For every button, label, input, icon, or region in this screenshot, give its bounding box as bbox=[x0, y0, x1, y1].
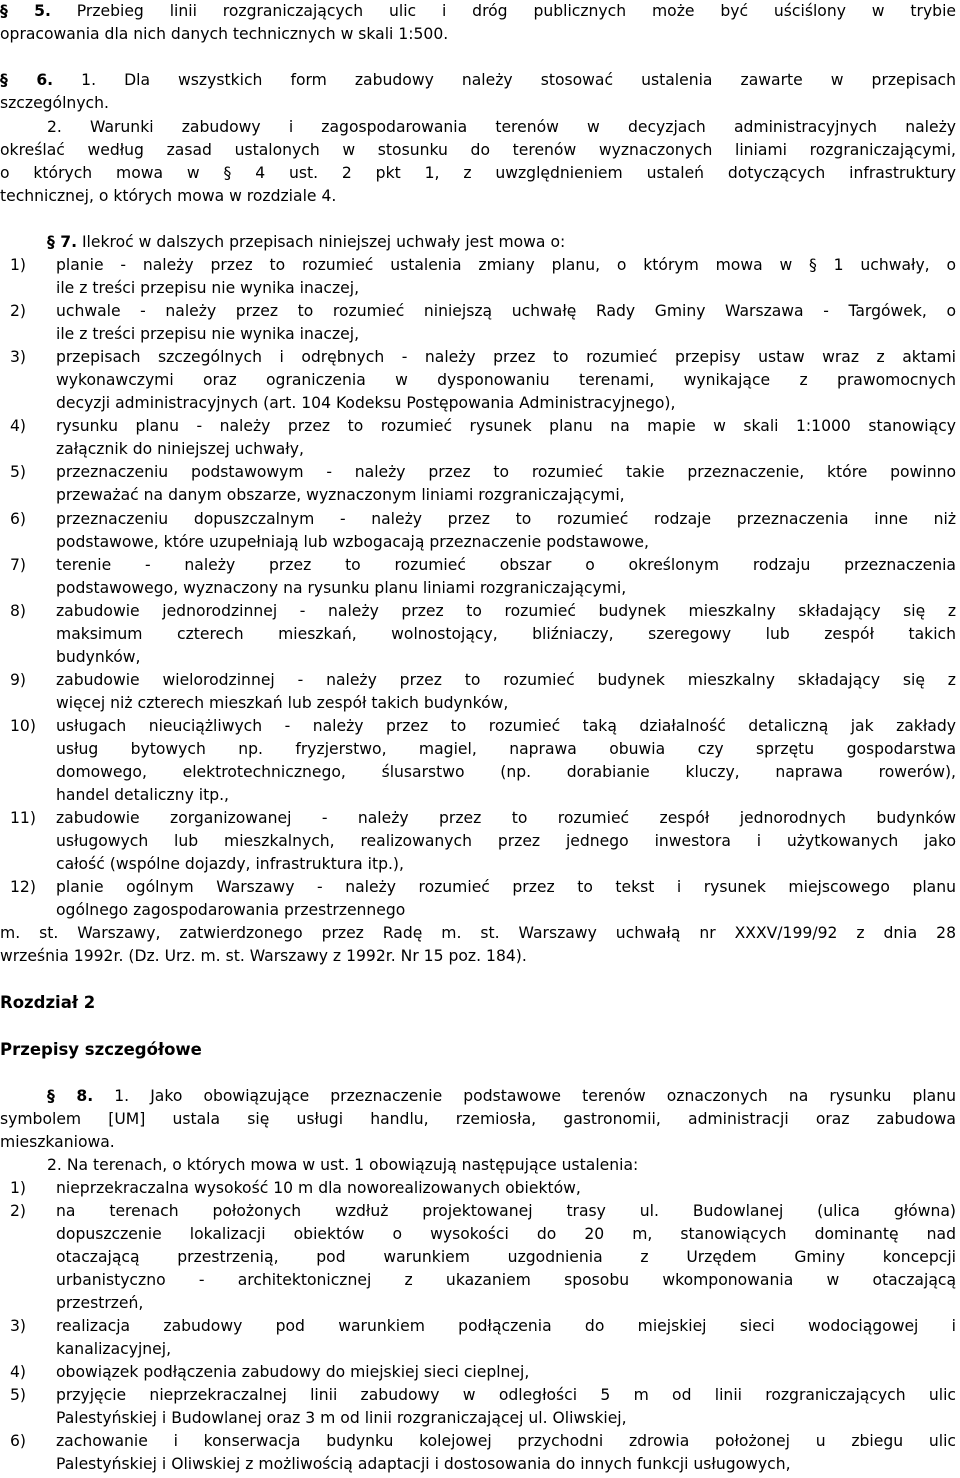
list-item-line: dopuszczenie lokalizacji obiektów o wysokości do 20 m, stanowiących dominantę nad bbox=[56, 1225, 956, 1243]
chapter-heading: Rozdział 2 bbox=[0, 993, 96, 1012]
list-item-line: przeznaczeniu podstawowym - należy przez to rozumieć takie przeznaczenie, które powinno bbox=[56, 463, 956, 481]
list-item-line: urbanistyczno - architektonicznej z ukazaniem sposobu wkomponowania w otaczającą bbox=[56, 1271, 956, 1289]
list-item-line: kanalizacyjnej, bbox=[56, 1340, 172, 1358]
list-item-line: załącznik do niniejszej uchwały, bbox=[56, 440, 304, 458]
list-number: 8) bbox=[10, 602, 27, 620]
list-item-line: maksimum czterech mieszkań, wolnostojący, bliźniaczy, szeregowy lub zespół takich bbox=[56, 625, 956, 643]
list-item-line: decyzji administracyjnych (art. 104 Kodeksu Postępowania Administracyjnego), bbox=[56, 394, 676, 412]
list-item-line: usługach nieuciążliwych - należy przez to rozumieć taką działalność detaliczną jak zakłady bbox=[56, 717, 956, 735]
list-item-line: otaczającą przestrzenią, pod warunkiem uzgodnienia z Urzędem Gminy koncepcji bbox=[56, 1248, 956, 1266]
paragraph-7-tail-line-2: września 1992r. (Dz. Urz. m. st. Warszawy z 1992r. Nr 15 poz. 184). bbox=[0, 947, 527, 965]
list-item-line: uchwale - należy przez to rozumieć niniejszą uchwałę Rady Gminy Warszawa - Targówek, o bbox=[56, 302, 956, 320]
list-number: 6) bbox=[10, 1432, 27, 1450]
paragraph-8-line-1: § 8. 1. Jako obowiązujące przeznaczenie podstawowe terenów oznaczonych na rysunku planu bbox=[47, 1087, 957, 1105]
paragraph-8-line-2: symbolem [UM] ustala się usługi handlu, rzemiosła, gastronomii, administracji oraz zabudowa bbox=[0, 1110, 956, 1128]
list-number: 7) bbox=[10, 556, 27, 574]
paragraph-7-intro: § 7. Ilekroć w dalszych przepisach niniejszej uchwały jest mowa o: bbox=[47, 233, 566, 251]
list-item-line: przestrzeń, bbox=[56, 1294, 144, 1312]
list-item-line: zabudowie wielorodzinnej - należy przez to rozumieć budynek mieszkalny składający się z bbox=[56, 671, 956, 689]
list-item-line: wykonawczymi oraz ograniczenia w dysponowaniu terenami, wynikające z prawomocnych bbox=[56, 371, 956, 389]
list-item-line: zabudowie jednorodzinnej - należy przez to rozumieć budynek mieszkalny składający się z bbox=[56, 602, 956, 620]
list-number: 12) bbox=[10, 878, 36, 896]
list-item-line: ogólnego zagospodarowania przestrzennego bbox=[56, 901, 406, 919]
list-item-line: na terenach położonych wzdłuż projektowanej trasy ul. Budowlanej (ulica główna) bbox=[56, 1202, 956, 1220]
section-number: § 7. bbox=[47, 233, 77, 251]
list-item-line: domowego, elektrotechnicznego, ślusarstwo (np. dorabianie kluczy, naprawa rowerów), bbox=[56, 763, 956, 781]
list-item-line: przyjęcie nieprzekraczalnej linii zabudowy w odległości 5 m od linii rozgraniczających ulic bbox=[56, 1386, 956, 1404]
list-number: 4) bbox=[10, 417, 27, 435]
list-number: 1) bbox=[10, 256, 27, 274]
list-item-line: nieprzekraczalna wysokość 10 m dla noworealizowanych obiektów, bbox=[56, 1179, 581, 1197]
list-item-line: obowiązek podłączenia zabudowy do miejskiej sieci cieplnej, bbox=[56, 1363, 530, 1381]
paragraph-5-line-1: § 5. Przebieg linii rozgraniczających ulic i dróg publicznych może być uściślony w trybie bbox=[0, 2, 957, 20]
list-item-line: handel detaliczny itp., bbox=[56, 786, 230, 804]
paragraph-6-line-6: technicznej, o których mowa w rozdziale 4. bbox=[0, 187, 337, 205]
chapter-title: Przepisy szczegółowe bbox=[0, 1040, 202, 1059]
list-item-line: planie - należy przez to rozumieć ustalenia zmiany planu, o którym mowa w § 1 uchwały, o bbox=[56, 256, 956, 274]
list-number: 11) bbox=[10, 809, 36, 827]
list-number: 9) bbox=[10, 671, 27, 689]
list-number: 4) bbox=[10, 1363, 27, 1381]
list-number: 1) bbox=[10, 1179, 27, 1197]
section-number: § 5. bbox=[0, 2, 51, 20]
list-item-line: przeznaczeniu dopuszczalnym - należy przez to rozumieć rodzaje przeznaczenia inne niż bbox=[56, 510, 956, 528]
list-number: 5) bbox=[10, 1386, 27, 1404]
list-item-line: zabudowie zorganizowanej - należy przez to rozumieć zespół jednorodnych budynków bbox=[56, 809, 956, 827]
list-item-line: przeważać na danym obszarze, wyznaczonym liniami rozgraniczającymi, bbox=[56, 486, 625, 504]
list-item-line: przepisach szczególnych i odrębnych - należy przez to rozumieć przepisy ustaw wraz z aktami bbox=[56, 348, 956, 366]
list-item-line: Palestyńskiej i Oliwskiej z możliwością adaptacji i dostosowania do innych funkcji usługowych, bbox=[56, 1455, 791, 1473]
paragraph-6-line-1: § 6. 1. Dla wszystkich form zabudowy należy stosować ustalenia zawarte w przepisach bbox=[0, 71, 957, 89]
section-number: § 8. bbox=[47, 1087, 94, 1105]
section-number: § 6. bbox=[0, 71, 54, 89]
paragraph-6-line-2: szczególnych. bbox=[0, 94, 109, 112]
list-item-line: ile z treści przepisu nie wynika inaczej, bbox=[56, 279, 360, 297]
list-item-line: Palestyńskiej i Budowlanej oraz 3 m od linii rozgraniczającej ul. Oliwskiej, bbox=[56, 1409, 627, 1427]
paragraph-6-line-3: 2. Warunki zabudowy i zagospodarowania terenów w decyzjach administracyjnych należy bbox=[47, 118, 956, 136]
list-item-line: usługowych lub mieszkalnych, realizowanych przez jednego inwestora i użytkowanych jako bbox=[56, 832, 956, 850]
list-item-line: usług bytowych np. fryzjerstwo, magiel, naprawa obuwia czy sprzętu gospodarstwa bbox=[56, 740, 956, 758]
paragraph-8-line-3: mieszkaniowa. bbox=[0, 1133, 115, 1151]
list-item-line: zachowanie i konserwacja budynku kolejowej przychodni zdrowia położonej u zbiegu ulic bbox=[56, 1432, 956, 1450]
paragraph-6-line-5: o których mowa w § 4 ust. 2 pkt 1, z uwzględnieniem ustaleń dotyczących infrastruktury bbox=[0, 164, 956, 182]
list-number: 10) bbox=[10, 717, 36, 735]
list-number: 3) bbox=[10, 1317, 27, 1335]
list-item-line: terenie - należy przez to rozumieć obszar o określonym rodzaju przeznaczenia bbox=[56, 556, 956, 574]
list-item-line: więcej niż czterech mieszkań lub zespół takich budynków, bbox=[56, 694, 509, 712]
list-number: 2) bbox=[10, 1202, 27, 1220]
paragraph-6-line-4: określać według zasad ustalonych w stosunku do terenów wyznaczonych liniami rozgraniczającymi, bbox=[0, 141, 956, 159]
list-item-line: rysunku planu - należy przez to rozumieć rysunek planu na mapie w skali 1:1000 stanowiący bbox=[56, 417, 956, 435]
list-item-line: budynków, bbox=[56, 648, 141, 666]
list-item-line: realizacja zabudowy pod warunkiem podłączenia do miejskiej sieci wodociągowej i bbox=[56, 1317, 956, 1335]
list-number: 3) bbox=[10, 348, 27, 366]
list-number: 2) bbox=[10, 302, 27, 320]
list-item-line: podstawowe, które uzupełniają lub wzbogacają przeznaczenie podstawowe, bbox=[56, 533, 649, 551]
list-item-line: ile z treści przepisu nie wynika inaczej, bbox=[56, 325, 360, 343]
paragraph-7-tail-line-1: m. st. Warszawy, zatwierdzonego przez Radę m. st. Warszawy uchwałą nr XXXV/199/92 z dnia 28 bbox=[0, 924, 956, 942]
list-item-line: planie ogólnym Warszawy - należy rozumieć przez to tekst i rysunek miejscowego planu bbox=[56, 878, 956, 896]
list-item-line: całość (wspólne dojazdy, infrastruktura itp.), bbox=[56, 855, 404, 873]
paragraph-8-line-4: 2. Na terenach, o których mowa w ust. 1 obowiązują następujące ustalenia: bbox=[47, 1156, 639, 1174]
list-number: 6) bbox=[10, 510, 27, 528]
paragraph-5-line-2: opracowania dla nich danych technicznych w skali 1:500. bbox=[0, 25, 449, 43]
list-number: 5) bbox=[10, 463, 27, 481]
list-item-line: podstawowego, wyznaczony na rysunku planu liniami rozgraniczającymi, bbox=[56, 579, 627, 597]
